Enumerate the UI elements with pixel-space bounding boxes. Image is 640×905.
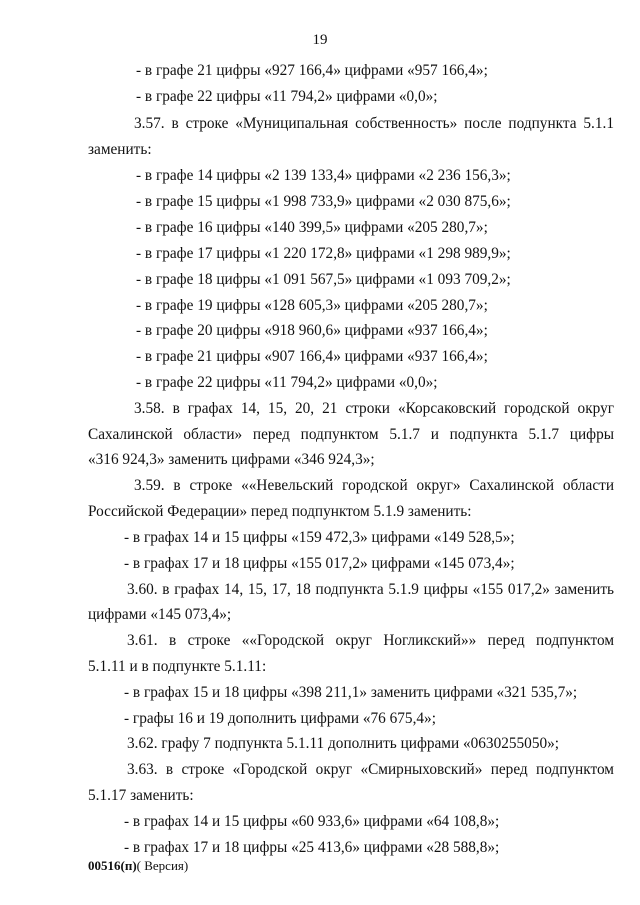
text-line: 5.1.11 и в подпункте 5.1.11:: [88, 658, 267, 675]
text-line: - в графах 17 и 18 цифры «155 017,2» цифрами «145 073,4»;: [124, 555, 515, 572]
text-line: заменить:: [88, 141, 152, 158]
text-line: 3.58. в графах 14, 15, 20, 21 строки «Корсаковский городской округ: [134, 400, 614, 417]
text-line: - в графе 22 цифры «11 794,2» цифрами «0,0»;: [136, 88, 438, 105]
text-line: «316 924,3» заменить цифрами «346 924,3»;: [88, 451, 375, 468]
text-line: 3.57. в строке «Муниципальная собственность» после подпункта 5.1.1: [134, 115, 614, 132]
text-line: - в графах 14 и 15 цифры «159 472,3» цифрами «149 528,5»;: [124, 529, 515, 546]
text-line: - в графах 14 и 15 цифры «60 933,6» цифрами «64 108,8»;: [124, 813, 500, 830]
text-line: - в графе 18 цифры «1 091 567,5» цифрами «1 093 709,2»;: [136, 271, 511, 288]
text-line: 5.1.17 заменить:: [88, 787, 194, 804]
document-code: 00516(п): [88, 858, 137, 873]
text-line: - в графе 15 цифры «1 998 733,9» цифрами «2 030 875,6»;: [136, 193, 511, 210]
text-line: Сахалинской области» перед подпунктом 5.1.7 и подпункта 5.1.7 цифры: [88, 426, 614, 443]
text-line: - в графе 17 цифры «1 220 172,8» цифрами «1 298 989,9»;: [136, 245, 511, 262]
text-line: 3.63. в строке «Городской округ «Смирныховский» перед подпунктом: [127, 761, 614, 778]
text-line: - графы 16 и 19 дополнить цифрами «76 675,4»;: [124, 710, 436, 727]
text-line: - в графе 20 цифры «918 960,6» цифрами «937 166,4»;: [136, 322, 488, 339]
text-line: цифрами «145 073,4»;: [88, 606, 232, 623]
text-line: 3.61. в строке ««Городской округ Ногликский»» перед подпунктом: [127, 632, 614, 649]
text-line: 3.62. графу 7 подпункта 5.1.11 дополнить цифрами «0630255050»;: [127, 735, 560, 752]
document-version: ( Версия): [136, 858, 189, 873]
text-line: - в графе 22 цифры «11 794,2» цифрами «0,0»;: [136, 374, 438, 391]
page-number: 19: [312, 32, 328, 48]
text-line: - в графе 19 цифры «128 605,3» цифрами «205 280,7»;: [136, 297, 488, 314]
text-line: - в графе 21 цифры «907 166,4» цифрами «937 166,4»;: [136, 348, 488, 365]
document-footer: [88, 858, 188, 874]
text-line: - в графе 16 цифры «140 399,5» цифрами «205 280,7»;: [136, 219, 488, 236]
text-line: Российской Федерации» перед подпунктом 5.1.9 заменить:: [88, 503, 472, 520]
text-line: - в графе 14 цифры «2 139 133,4» цифрами «2 236 156,3»;: [136, 167, 511, 184]
text-line: - в графах 17 и 18 цифры «25 413,6» цифрами «28 588,8»;: [124, 839, 500, 856]
text-line: - в графе 21 цифры «927 166,4» цифрами «957 166,4»;: [136, 62, 488, 79]
text-line: 3.60. в графах 14, 15, 17, 18 подпункта 5.1.9 цифры «155 017,2» заменить: [127, 581, 614, 598]
text-line: 3.59. в строке ««Невельский городской округ» Сахалинской области: [134, 477, 614, 494]
text-line: - в графах 15 и 18 цифры «398 211,1» заменить цифрами «321 535,7»;: [124, 684, 578, 701]
